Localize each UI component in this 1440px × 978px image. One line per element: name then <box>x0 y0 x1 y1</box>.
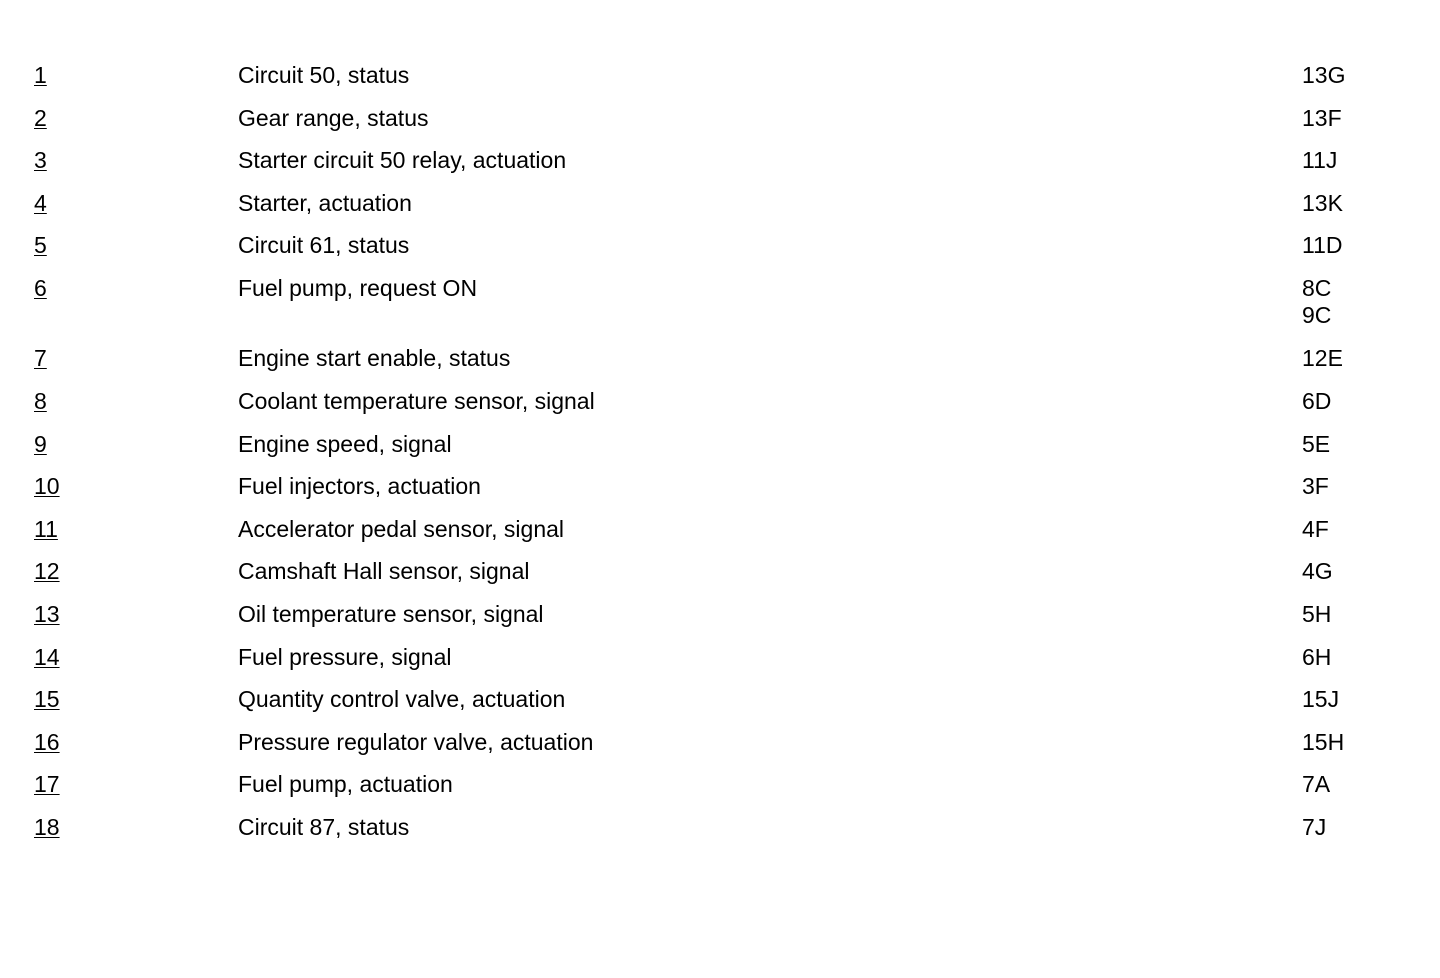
location-code: 7J <box>1302 814 1327 840</box>
table-row <box>34 682 1414 725</box>
row-location <box>1302 345 1343 373</box>
row-description: Oil temperature sensor, signal <box>238 601 544 628</box>
table-row <box>34 767 1414 810</box>
row-location <box>1302 516 1329 544</box>
table-row <box>34 341 1414 384</box>
row-location <box>1302 232 1343 260</box>
row-description: Circuit 87, status <box>238 814 410 840</box>
row-description: Fuel pump, request ON <box>238 274 478 301</box>
row-description: Circuit 61, status <box>238 232 410 259</box>
row-location <box>1302 601 1331 629</box>
table-row <box>34 725 1414 768</box>
row-number-link[interactable]: 11 <box>34 515 58 542</box>
table-row <box>34 384 1414 427</box>
signal-legend-table <box>34 58 1414 853</box>
location-code: 8C <box>1302 274 1332 301</box>
row-location <box>1302 686 1339 714</box>
row-location <box>1302 771 1330 799</box>
table-row <box>34 427 1414 470</box>
row-number-link[interactable]: 8 <box>34 388 47 415</box>
location-code: 4F <box>1302 515 1329 542</box>
row-location <box>1302 431 1330 459</box>
row-number-link[interactable]: 6 <box>34 274 47 301</box>
row-location <box>1302 62 1345 90</box>
table-row <box>34 810 1414 853</box>
location-code: 7A <box>1302 771 1331 798</box>
table-row <box>34 554 1414 597</box>
location-code: 6D <box>1302 388 1332 415</box>
table-row <box>34 101 1414 144</box>
row-number-link[interactable]: 15 <box>34 686 60 713</box>
row-description: Accelerator pedal sensor, signal <box>238 515 565 542</box>
location-code: 12E <box>1302 345 1343 372</box>
location-code: 11J <box>1302 147 1338 174</box>
row-description: Camshaft Hall sensor, signal <box>238 558 530 585</box>
location-code: 11D <box>1302 232 1343 259</box>
row-description: Fuel injectors, actuation <box>238 473 481 500</box>
location-code: 13G <box>1302 62 1346 88</box>
row-location <box>1302 147 1337 175</box>
location-code: 6H <box>1302 643 1332 670</box>
table-row <box>34 143 1414 186</box>
table-row <box>34 58 1414 101</box>
table-row <box>34 186 1414 229</box>
row-description: Gear range, status <box>238 104 429 131</box>
location-code: 9C <box>1302 302 1332 329</box>
row-description: Coolant temperature sensor, signal <box>238 388 595 415</box>
location-code: 4G <box>1302 558 1333 585</box>
row-number-link[interactable]: 9 <box>34 430 47 457</box>
row-number-link[interactable]: 3 <box>34 147 47 174</box>
row-description: Engine speed, signal <box>238 430 452 457</box>
location-code: 3F <box>1302 473 1329 500</box>
table-row <box>34 597 1414 640</box>
row-number-link[interactable]: 18 <box>34 814 60 840</box>
row-location <box>1302 814 1326 842</box>
row-number-link[interactable]: 17 <box>34 771 60 798</box>
row-description: Fuel pump, actuation <box>238 771 453 798</box>
row-number-link[interactable]: 14 <box>34 643 60 670</box>
table-row <box>34 512 1414 555</box>
row-description: Starter, actuation <box>238 189 412 216</box>
row-number-link[interactable]: 16 <box>34 728 60 755</box>
row-number-link[interactable]: 4 <box>34 189 47 216</box>
row-number-link[interactable]: 5 <box>34 232 47 259</box>
row-location <box>1302 558 1333 586</box>
row-number-link[interactable]: 13 <box>34 601 60 628</box>
row-number-link[interactable]: 2 <box>34 104 47 131</box>
row-number-link[interactable]: 12 <box>34 558 60 585</box>
location-code: 5E <box>1302 430 1331 457</box>
row-location <box>1302 644 1331 672</box>
row-location <box>1302 729 1344 757</box>
row-location <box>1302 388 1331 416</box>
row-location <box>1302 275 1331 330</box>
row-description: Circuit 50, status <box>238 62 410 88</box>
row-location <box>1302 473 1329 501</box>
location-code: 5H <box>1302 601 1332 628</box>
table-row <box>34 469 1414 512</box>
row-description: Fuel pressure, signal <box>238 643 452 670</box>
row-number-link[interactable]: 1 <box>34 62 47 88</box>
table-row <box>34 228 1414 271</box>
row-description: Pressure regulator valve, actuation <box>238 728 594 755</box>
row-location <box>1302 190 1343 218</box>
table-row <box>34 271 1414 342</box>
row-number-link[interactable]: 10 <box>34 473 60 500</box>
location-code: 13F <box>1302 104 1342 131</box>
row-description: Starter circuit 50 relay, actuation <box>238 147 567 174</box>
row-location <box>1302 105 1342 133</box>
row-number-link[interactable]: 7 <box>34 345 47 372</box>
table-row <box>34 640 1414 683</box>
row-description: Engine start enable, status <box>238 345 511 372</box>
location-code: 15H <box>1302 728 1345 755</box>
row-description: Quantity control valve, actuation <box>238 686 566 713</box>
location-code: 13K <box>1302 189 1343 216</box>
location-code: 15J <box>1302 686 1340 713</box>
